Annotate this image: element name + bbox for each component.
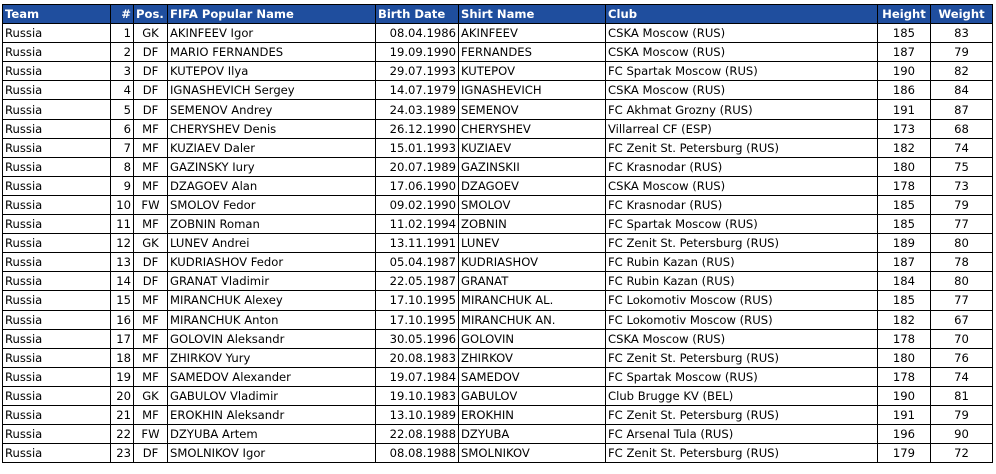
cell-number: 11 xyxy=(111,215,134,234)
cell-position: DF xyxy=(134,253,168,272)
cell-height: 179 xyxy=(878,444,931,463)
table-row xyxy=(3,119,993,138)
cell-team: Russia xyxy=(3,157,111,176)
table-row xyxy=(3,310,993,329)
cell-name: DZYUBA Artem xyxy=(168,425,376,444)
cell-weight: 74 xyxy=(931,367,993,386)
cell-weight: 77 xyxy=(931,291,993,310)
cell-name: DZAGOEV Alan xyxy=(168,176,376,195)
cell-birth-date: 09.02.1990 xyxy=(376,195,459,214)
cell-shirt-name: AKINFEEV xyxy=(459,24,606,43)
header-height: Height xyxy=(878,5,931,24)
cell-birth-date: 13.11.1991 xyxy=(376,234,459,253)
cell-shirt-name: KUDRIASHOV xyxy=(459,253,606,272)
cell-shirt-name: MIRANCHUK AN. xyxy=(459,310,606,329)
cell-name: GAZINSKY Iury xyxy=(168,157,376,176)
cell-weight: 80 xyxy=(931,234,993,253)
cell-name: KUZIAEV Daler xyxy=(168,138,376,157)
cell-birth-date: 14.07.1979 xyxy=(376,81,459,100)
cell-shirt-name: MIRANCHUK AL. xyxy=(459,291,606,310)
table-row xyxy=(3,253,993,272)
table-row xyxy=(3,24,993,43)
table-row xyxy=(3,176,993,195)
cell-name: AKINFEEV Igor xyxy=(168,24,376,43)
cell-shirt-name: SEMENOV xyxy=(459,100,606,119)
cell-height: 180 xyxy=(878,157,931,176)
cell-team: Russia xyxy=(3,81,111,100)
cell-team: Russia xyxy=(3,43,111,62)
cell-position: DF xyxy=(134,272,168,291)
cell-height: 196 xyxy=(878,425,931,444)
cell-shirt-name: KUTEPOV xyxy=(459,62,606,81)
cell-number: 18 xyxy=(111,348,134,367)
cell-team: Russia xyxy=(3,176,111,195)
cell-club: FC Spartak Moscow (RUS) xyxy=(606,62,878,81)
cell-name: MIRANCHUK Alexey xyxy=(168,291,376,310)
cell-number: 1 xyxy=(111,24,134,43)
cell-position: MF xyxy=(134,138,168,157)
cell-position: DF xyxy=(134,100,168,119)
cell-height: 184 xyxy=(878,272,931,291)
cell-shirt-name: GABULOV xyxy=(459,386,606,405)
cell-club: FC Spartak Moscow (RUS) xyxy=(606,215,878,234)
cell-height: 180 xyxy=(878,348,931,367)
cell-name: SMOLOV Fedor xyxy=(168,195,376,214)
cell-name: SEMENOV Andrey xyxy=(168,100,376,119)
header-position: Pos. xyxy=(134,5,168,24)
cell-birth-date: 05.04.1987 xyxy=(376,253,459,272)
cell-club: FC Zenit St. Petersburg (RUS) xyxy=(606,348,878,367)
cell-club: Club Brugge KV (BEL) xyxy=(606,386,878,405)
cell-club: FC Zenit St. Petersburg (RUS) xyxy=(606,138,878,157)
header-weight: Weight xyxy=(931,5,993,24)
cell-team: Russia xyxy=(3,367,111,386)
cell-height: 178 xyxy=(878,176,931,195)
cell-position: MF xyxy=(134,291,168,310)
cell-weight: 87 xyxy=(931,100,993,119)
cell-number: 6 xyxy=(111,119,134,138)
cell-weight: 75 xyxy=(931,157,993,176)
cell-weight: 74 xyxy=(931,138,993,157)
table-row xyxy=(3,386,993,405)
cell-team: Russia xyxy=(3,348,111,367)
cell-position: GK xyxy=(134,24,168,43)
cell-position: DF xyxy=(134,81,168,100)
cell-shirt-name: GAZINSKII xyxy=(459,157,606,176)
cell-height: 182 xyxy=(878,138,931,157)
cell-shirt-name: DZYUBA xyxy=(459,425,606,444)
cell-height: 190 xyxy=(878,62,931,81)
cell-height: 178 xyxy=(878,367,931,386)
cell-club: FC Lokomotiv Moscow (RUS) xyxy=(606,310,878,329)
table-row xyxy=(3,195,993,214)
cell-club: FC Krasnodar (RUS) xyxy=(606,157,878,176)
cell-position: MF xyxy=(134,119,168,138)
cell-club: FC Krasnodar (RUS) xyxy=(606,195,878,214)
cell-club: FC Arsenal Tula (RUS) xyxy=(606,425,878,444)
cell-height: 191 xyxy=(878,100,931,119)
cell-name: GRANAT Vladimir xyxy=(168,272,376,291)
cell-shirt-name: EROKHIN xyxy=(459,405,606,424)
cell-birth-date: 19.10.1983 xyxy=(376,386,459,405)
cell-team: Russia xyxy=(3,100,111,119)
cell-name: MIRANCHUK Anton xyxy=(168,310,376,329)
cell-name: EROKHIN Aleksandr xyxy=(168,405,376,424)
cell-weight: 78 xyxy=(931,253,993,272)
cell-number: 16 xyxy=(111,310,134,329)
header-birth-date: Birth Date xyxy=(376,5,459,24)
table-body xyxy=(3,24,993,463)
table-row xyxy=(3,272,993,291)
cell-birth-date: 13.10.1989 xyxy=(376,405,459,424)
cell-shirt-name: CHERYSHEV xyxy=(459,119,606,138)
cell-weight: 72 xyxy=(931,444,993,463)
cell-birth-date: 26.12.1990 xyxy=(376,119,459,138)
cell-weight: 79 xyxy=(931,405,993,424)
cell-position: MF xyxy=(134,367,168,386)
cell-club: FC Rubin Kazan (RUS) xyxy=(606,253,878,272)
cell-weight: 79 xyxy=(931,195,993,214)
cell-team: Russia xyxy=(3,215,111,234)
cell-position: DF xyxy=(134,444,168,463)
cell-number: 4 xyxy=(111,81,134,100)
cell-height: 191 xyxy=(878,405,931,424)
cell-number: 14 xyxy=(111,272,134,291)
cell-birth-date: 20.07.1989 xyxy=(376,157,459,176)
cell-weight: 84 xyxy=(931,81,993,100)
cell-shirt-name: DZAGOEV xyxy=(459,176,606,195)
table-row xyxy=(3,367,993,386)
cell-team: Russia xyxy=(3,291,111,310)
cell-club: Villarreal CF (ESP) xyxy=(606,119,878,138)
cell-position: DF xyxy=(134,62,168,81)
cell-position: MF xyxy=(134,329,168,348)
cell-team: Russia xyxy=(3,329,111,348)
cell-weight: 77 xyxy=(931,215,993,234)
cell-number: 12 xyxy=(111,234,134,253)
table-row xyxy=(3,291,993,310)
cell-number: 10 xyxy=(111,195,134,214)
table-row xyxy=(3,425,993,444)
cell-name: GABULOV Vladimir xyxy=(168,386,376,405)
cell-birth-date: 19.07.1984 xyxy=(376,367,459,386)
cell-number: 21 xyxy=(111,405,134,424)
squad-table xyxy=(2,4,993,463)
cell-number: 13 xyxy=(111,253,134,272)
cell-team: Russia xyxy=(3,138,111,157)
cell-shirt-name: FERNANDES xyxy=(459,43,606,62)
cell-name: ZOBNIN Roman xyxy=(168,215,376,234)
cell-shirt-name: IGNASHEVICH xyxy=(459,81,606,100)
table-row xyxy=(3,43,993,62)
cell-number: 19 xyxy=(111,367,134,386)
cell-birth-date: 17.06.1990 xyxy=(376,176,459,195)
cell-name: LUNEV Andrei xyxy=(168,234,376,253)
cell-birth-date: 08.08.1988 xyxy=(376,444,459,463)
table-row xyxy=(3,234,993,253)
cell-weight: 67 xyxy=(931,310,993,329)
cell-shirt-name: GRANAT xyxy=(459,272,606,291)
cell-weight: 90 xyxy=(931,425,993,444)
cell-weight: 82 xyxy=(931,62,993,81)
cell-weight: 79 xyxy=(931,43,993,62)
cell-team: Russia xyxy=(3,310,111,329)
cell-team: Russia xyxy=(3,62,111,81)
cell-position: MF xyxy=(134,215,168,234)
cell-club: FC Lokomotiv Moscow (RUS) xyxy=(606,291,878,310)
cell-height: 187 xyxy=(878,253,931,272)
cell-team: Russia xyxy=(3,253,111,272)
cell-name: KUTEPOV Ilya xyxy=(168,62,376,81)
cell-name: SAMEDOV Alexander xyxy=(168,367,376,386)
cell-club: CSKA Moscow (RUS) xyxy=(606,329,878,348)
cell-birth-date: 17.10.1995 xyxy=(376,291,459,310)
cell-position: FW xyxy=(134,425,168,444)
cell-birth-date: 11.02.1994 xyxy=(376,215,459,234)
cell-team: Russia xyxy=(3,386,111,405)
cell-position: MF xyxy=(134,176,168,195)
cell-weight: 73 xyxy=(931,176,993,195)
cell-height: 185 xyxy=(878,195,931,214)
cell-number: 8 xyxy=(111,157,134,176)
cell-position: MF xyxy=(134,157,168,176)
cell-shirt-name: LUNEV xyxy=(459,234,606,253)
cell-height: 182 xyxy=(878,310,931,329)
cell-height: 185 xyxy=(878,215,931,234)
cell-number: 22 xyxy=(111,425,134,444)
cell-height: 189 xyxy=(878,234,931,253)
header-name: FIFA Popular Name xyxy=(168,5,376,24)
table-row xyxy=(3,138,993,157)
table-row xyxy=(3,348,993,367)
header-number: # xyxy=(111,5,134,24)
cell-number: 9 xyxy=(111,176,134,195)
cell-number: 15 xyxy=(111,291,134,310)
cell-name: IGNASHEVICH Sergey xyxy=(168,81,376,100)
cell-team: Russia xyxy=(3,444,111,463)
cell-number: 23 xyxy=(111,444,134,463)
cell-team: Russia xyxy=(3,272,111,291)
cell-position: MF xyxy=(134,405,168,424)
cell-club: FC Zenit St. Petersburg (RUS) xyxy=(606,444,878,463)
cell-birth-date: 24.03.1989 xyxy=(376,100,459,119)
cell-height: 173 xyxy=(878,119,931,138)
cell-height: 178 xyxy=(878,329,931,348)
cell-club: FC Zenit St. Petersburg (RUS) xyxy=(606,234,878,253)
cell-height: 185 xyxy=(878,24,931,43)
cell-name: GOLOVIN Aleksandr xyxy=(168,329,376,348)
table-row xyxy=(3,62,993,81)
cell-club: CSKA Moscow (RUS) xyxy=(606,43,878,62)
cell-team: Russia xyxy=(3,195,111,214)
cell-team: Russia xyxy=(3,234,111,253)
cell-shirt-name: KUZIAEV xyxy=(459,138,606,157)
cell-number: 7 xyxy=(111,138,134,157)
table-row xyxy=(3,215,993,234)
cell-height: 185 xyxy=(878,291,931,310)
header-team: Team xyxy=(3,5,111,24)
cell-birth-date: 22.05.1987 xyxy=(376,272,459,291)
cell-birth-date: 20.08.1983 xyxy=(376,348,459,367)
cell-number: 20 xyxy=(111,386,134,405)
table-row xyxy=(3,405,993,424)
cell-shirt-name: SMOLOV xyxy=(459,195,606,214)
cell-name: ZHIRKOV Yury xyxy=(168,348,376,367)
cell-club: FC Rubin Kazan (RUS) xyxy=(606,272,878,291)
cell-birth-date: 30.05.1996 xyxy=(376,329,459,348)
cell-team: Russia xyxy=(3,405,111,424)
cell-name: CHERYSHEV Denis xyxy=(168,119,376,138)
cell-weight: 80 xyxy=(931,272,993,291)
cell-height: 190 xyxy=(878,386,931,405)
table-row xyxy=(3,81,993,100)
cell-number: 5 xyxy=(111,100,134,119)
cell-position: GK xyxy=(134,234,168,253)
cell-name: KUDRIASHOV Fedor xyxy=(168,253,376,272)
cell-position: FW xyxy=(134,195,168,214)
cell-name: MARIO FERNANDES xyxy=(168,43,376,62)
cell-birth-date: 29.07.1993 xyxy=(376,62,459,81)
cell-position: MF xyxy=(134,348,168,367)
cell-birth-date: 19.09.1990 xyxy=(376,43,459,62)
cell-weight: 76 xyxy=(931,348,993,367)
cell-name: SMOLNIKOV Igor xyxy=(168,444,376,463)
cell-birth-date: 22.08.1988 xyxy=(376,425,459,444)
cell-height: 187 xyxy=(878,43,931,62)
cell-birth-date: 15.01.1993 xyxy=(376,138,459,157)
header-row xyxy=(3,5,993,24)
cell-club: CSKA Moscow (RUS) xyxy=(606,24,878,43)
cell-club: FC Zenit St. Petersburg (RUS) xyxy=(606,405,878,424)
cell-weight: 83 xyxy=(931,24,993,43)
table-row xyxy=(3,329,993,348)
cell-club: FC Akhmat Grozny (RUS) xyxy=(606,100,878,119)
cell-club: CSKA Moscow (RUS) xyxy=(606,176,878,195)
cell-number: 3 xyxy=(111,62,134,81)
cell-weight: 70 xyxy=(931,329,993,348)
table-row xyxy=(3,157,993,176)
cell-position: DF xyxy=(134,43,168,62)
cell-club: CSKA Moscow (RUS) xyxy=(606,81,878,100)
cell-shirt-name: SMOLNIKOV xyxy=(459,444,606,463)
cell-number: 2 xyxy=(111,43,134,62)
header-shirt-name: Shirt Name xyxy=(459,5,606,24)
cell-shirt-name: GOLOVIN xyxy=(459,329,606,348)
cell-weight: 68 xyxy=(931,119,993,138)
cell-team: Russia xyxy=(3,24,111,43)
table-row xyxy=(3,100,993,119)
cell-birth-date: 08.04.1986 xyxy=(376,24,459,43)
cell-position: MF xyxy=(134,310,168,329)
cell-shirt-name: ZHIRKOV xyxy=(459,348,606,367)
header-club: Club xyxy=(606,5,878,24)
cell-shirt-name: SAMEDOV xyxy=(459,367,606,386)
cell-team: Russia xyxy=(3,425,111,444)
cell-position: GK xyxy=(134,386,168,405)
cell-team: Russia xyxy=(3,119,111,138)
cell-number: 17 xyxy=(111,329,134,348)
cell-shirt-name: ZOBNIN xyxy=(459,215,606,234)
cell-weight: 81 xyxy=(931,386,993,405)
cell-height: 186 xyxy=(878,81,931,100)
table-row xyxy=(3,444,993,463)
cell-birth-date: 17.10.1995 xyxy=(376,310,459,329)
cell-club: FC Spartak Moscow (RUS) xyxy=(606,367,878,386)
